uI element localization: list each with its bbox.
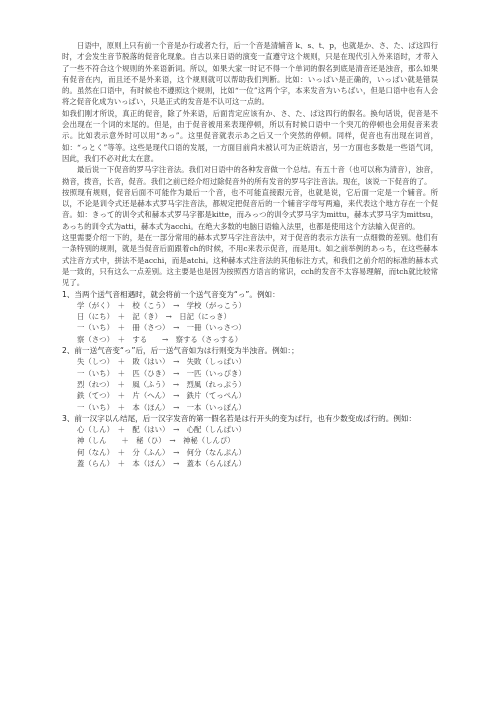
example-line: 一（いち） ＋ 匹（ひき） → 一匹（いっぴき） [77, 368, 246, 378]
example-line: 神（しん ＋ 秘（ひ） → 神秘（しんぴ） [77, 436, 235, 446]
paragraph-hepburn-variant: 这里需要介绍一下的，是在一部分常用的赫本式罗马字注音法中，对于促音的表示方法有一点细微的差别。他们有一条特别的规则，就是当促音后面跟着ch的时候，不用c来表示促音，而是用t。如之前举例的あっち，在这些赫本式注音方式中，拼法不是acchi，而是atchi。这种赫本式注音法的其他标注方式，和我们之前介绍的标准的赫本式是一致的，只有这么一点差别。这主要是也是因为按照西方语言的常识，cch的发音不太容易理解，而tch就比较常见了。 [62, 233, 438, 288]
example-line: 蓋（らん） ＋ 本（ほん） → 蓋本（らんぽん） [77, 458, 246, 468]
example-line: 一（いち） ＋ 冊（さつ） → 一冊（いっさつ） [77, 323, 246, 333]
example-line: 何（なん） ＋ 分（ふん） → 何分（なんぷん） [77, 447, 246, 457]
document-body [62, 40, 438, 469]
paragraph-romanization-intro: 最后说一下促音的罗马字注音法。我们对日语中的各种发音做一个总结。有五十音（也可以称为清音），浊音，拗音，拨音，长音，促音。我们之前已经介绍过除促音外的所有发音的罗马字注音法。现在，该说一下促音的了。 [62, 165, 438, 186]
example-line: 烈（れつ） ＋ 風（ふう） → 烈風（れっぷう） [77, 379, 246, 389]
section-heading-1: 1、当两个送气音相遇时，就会将前一个送气音变为“っ”。例如： [62, 289, 280, 299]
section-heading-3: 3、前一汉字以ん结尾，后一汉字发音的第一假名若是は行开头的变为ぱ行，也有少数变成ば行的。例如： [62, 413, 417, 423]
section-heading-2: 2、前一送气音变“っ”后，后一送气音如为は行则变为半浊音。例如：； [62, 346, 299, 356]
example-line: 一（いち） ＋ 本（ほん） → 一本（いっぽん） [77, 402, 246, 412]
example-line: 学（がく） ＋ 校（こう） → 学校（がっこう） [77, 300, 246, 310]
example-line: 心（しん） ＋ 配（はい） → 心配（しんぱい） [77, 425, 246, 435]
paragraph-gemination-rule: 日语中，原则上只有前一个音是か行或者た行，后一个音是清辅音 k、s、t、p，也就是か、さ、た、ぱ这四行时，才会发生音节脱落的促音化现象。自古以来日语的演变一直遵守这个规则，只是在现代引入外来语时，才带入了一些不符合这个规则的外来语新词。所以，如果大家一时记不得一个单词的假名到底是清音还是浊音，那么如果有促音在内，而且还不是外来语，这个规则就可以帮助我们判断。比如：いっぱい是正确的，いっぱい就是错误的。虽然在口语中，有时候也不遵照这个规则，比如“一位”这两个字，本来发音为いちばい，但是口语中也有人会将之促音化成为いっぱい，只是正式的发音是不认可这一点的。 [62, 41, 438, 107]
example-line: 察（さつ） ＋ する → 察する（さっする） [77, 334, 243, 344]
example-line: 日（にち） ＋ 記（き） → 日記（にっき） [77, 312, 231, 322]
example-line: 鉄（てつ） ＋ 片（へん） → 鉄片（てっぺん） [77, 391, 246, 401]
paragraph-romanization-rule: 按照现有规则，促音后面不可能作为最后一个音，也不可能直接跟元音，也就是说，它后面一定是一个辅音。所以，不论是训令式还是赫本式罗马字注音法，都规定把促音后的一个辅音字母写两遍，来代表这个地方存在一个促音。如：きって的训令式和赫本式罗马字都是kitte，而みっつ的训令式罗马字为mittu，赫本式罗马字为mittsu，あっち的训令式为atti，赫本式为acchi。在绝大多数的电脑日语输入法里，也都是使用这个方法输入促音的。 [62, 187, 438, 231]
paragraph-sokuon-position: 如我们刚才所说，真正的促音，除了外来语，后面肯定应该有か、さ、た、ぱ这四行的假名。换句话说，促音是不会出现在一个词的末尾的。但是，由于促音被用来表现停顿，所以有时候口语中一个突兀的停顿也会用促音来表示。比如表示意外时可以用“あっ”。这里促音就表示あ之后又一个突然的停顿。同样，促音也有出现在词首，如：“っとく”等等。这些是现代口语的发展，一方面目前尚未被认可为正统语言，另一方面也多数是一些语气词，因此，我们不必对此太在意。 [62, 108, 438, 163]
example-line: 失（しつ） ＋ 敗（はい） → 失敗（しっぱい） [77, 357, 246, 367]
